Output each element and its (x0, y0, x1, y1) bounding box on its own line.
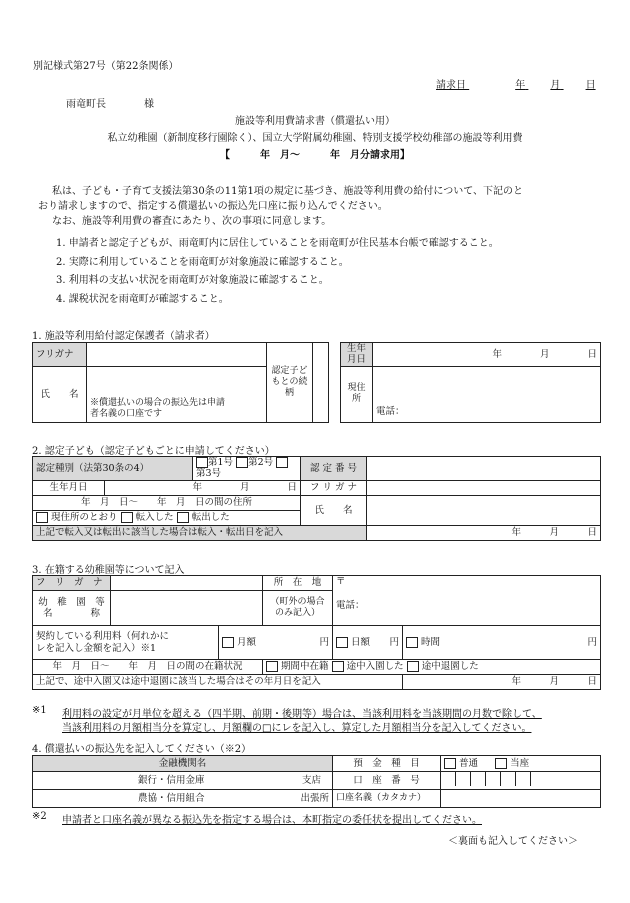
guardian-address-field[interactable] (373, 366, 601, 422)
checkbox-icon[interactable] (266, 661, 278, 672)
fee-hourly-field[interactable]: 時間 円 (403, 626, 601, 660)
checkbox-icon[interactable] (177, 512, 189, 523)
bank-table (32, 755, 601, 808)
section3-heading: 3. 在籍する幼稚園等について記入 (32, 565, 185, 576)
relation-field[interactable] (313, 343, 329, 423)
guardian-name-field[interactable]: ※償還払いの場合の振込先は申請 者名義の口座です (87, 366, 267, 422)
consent-item-2: 2. 実際に利用していることを雨竜町が対象施設に確認すること。 (56, 257, 349, 268)
account-holder-field[interactable] (441, 790, 601, 808)
postal-mark: 〒 (336, 576, 346, 587)
checkbox-icon[interactable] (406, 637, 418, 648)
address-status-options[interactable]: 現住所のとおり 転入した 転出した (33, 510, 301, 525)
cert-number-label: 認 定 番 号 (301, 457, 367, 481)
furigana-label: フリガナ (33, 343, 87, 367)
account-holder-label: 口座名義（カタカナ） (333, 790, 441, 808)
location-label: 所 在 地 (263, 576, 333, 591)
checkbox-icon[interactable] (121, 512, 133, 523)
page-subtitle: 私立幼稚園（新制度移行園除く）、国立大学附属幼稚園、特別支援学校幼稚部の施設等利用費 (107, 133, 523, 144)
facility-furigana-label: フ リ ガ ナ (33, 576, 111, 591)
fee-monthly-field[interactable]: 月額 円 (219, 626, 333, 660)
intro-line-2: おり請求しますので、指定する償還払いの振込先口座に振り込んでください。 (38, 201, 388, 212)
bank-name-field[interactable]: 銀行・信用金庫 支店 (33, 772, 333, 790)
form-number: 別記様式第27号（第22条関係） (33, 61, 179, 72)
bank-name-label: 金融機関名 (33, 756, 333, 772)
checkbox-icon[interactable] (196, 457, 208, 468)
checkbox-icon[interactable] (336, 637, 348, 648)
checkbox-icon[interactable] (36, 512, 48, 523)
move-date-field[interactable]: 年 月 日 (367, 525, 601, 540)
checkbox-icon[interactable] (236, 457, 248, 468)
note2-text: 申請者と口座名義が異なる振込先を指定する場合は、本町指定の委任状を提出してください。 (62, 815, 482, 826)
category-options[interactable]: 第1号 第2号 第3号 (193, 457, 301, 481)
facility-name-field[interactable] (111, 591, 263, 626)
phone-label: 電話： (376, 406, 405, 418)
deposit-type-label: 預 金 種 目 (333, 756, 441, 772)
consent-item-1: 1. 申請者と認定子どもが、雨竜町内に居住していることを雨竜町が住民基本台帳で確認すること。 (56, 238, 499, 249)
facility-phone-label: 電話： (336, 600, 365, 612)
facility-table (32, 575, 601, 690)
period-address-label: 年 月 日～ 年 月 日の間の住所 (33, 495, 301, 510)
claim-period: 【 年 月～ 年 月分請求用】 (220, 150, 410, 161)
status-date-label: 上記で、途中入園又は途中退園に該当した場合はその年月日を記入 (33, 675, 403, 690)
intro-line-1: 私は、子ども・子育て支援法第30条の11第1項の規定に基づき、施設等利用費の給付について、下記のと (52, 186, 524, 197)
child-birthdate-field[interactable]: 年 月 日 (105, 480, 301, 495)
fee-label: 契約している利用料（何れかに レを記入し金額を記入）※1 (33, 626, 219, 660)
guardian-birthdate-field[interactable]: 年 月 日 (373, 343, 601, 367)
enrollment-period-label: 年 月 日～ 年 月 日の間の在籍状況 (33, 660, 263, 675)
child-table (32, 456, 601, 541)
section2-heading: 2. 認定子ども（認定子どもごとに申請してください） (32, 446, 275, 457)
agri-bank-field[interactable]: 農協・信用組合 出張所 (33, 790, 333, 808)
consent-item-3: 3. 利用料の支払い状況を雨竜町が対象施設に確認すること。 (56, 275, 329, 286)
checkbox-icon[interactable] (495, 758, 507, 769)
relation-label: 認定子どもとの続柄 (267, 343, 313, 423)
guardian-furigana-field[interactable] (87, 343, 267, 367)
guardian-table (32, 342, 601, 423)
consent-item-4: 4. 課税状況を雨竜町が確認すること。 (56, 294, 229, 305)
section1-heading: 1. 施設等利用給付認定保護者（請求者） (32, 331, 215, 342)
note1-line-1: 利用料の設定が月単位を超える（四半期、前期・後期等）場合は、当該利用料を当該期間の月数で除して、 (62, 709, 542, 720)
child-name-field[interactable] (367, 495, 601, 525)
deposit-type-options[interactable]: 普通 当座 (441, 756, 601, 772)
checkbox-icon[interactable] (222, 637, 234, 648)
status-date-field[interactable]: 年 月 日 (403, 675, 601, 690)
page-title: 施設等利用費請求書（償還払い用） (235, 116, 395, 127)
note2-mark: ※2 (32, 811, 47, 822)
location-field[interactable] (333, 576, 601, 626)
note1-mark: ※1 (32, 705, 47, 716)
outside-note: （町外の場合 のみ記入） (263, 591, 333, 626)
child-furigana-field[interactable] (367, 480, 601, 495)
account-number-field[interactable] (441, 772, 601, 790)
enrollment-status-options[interactable]: 期間中在籍 途中入園した 途中退園した (263, 660, 601, 675)
addressee: 雨竜町長 様 (66, 99, 154, 110)
category-label: 認定種別（法第30条の4） (33, 457, 193, 481)
facility-name-label: 幼 稚 園 等 名 称 (33, 591, 111, 626)
fee-daily-field[interactable]: 日額 円 (333, 626, 403, 660)
request-date[interactable]: 請求日 年 月 日 (436, 80, 596, 91)
section4-heading: 4. 償還払いの振込先を記入してください（※2） (32, 744, 252, 755)
checkbox-icon[interactable] (407, 661, 419, 672)
name-label: 氏 名 (33, 366, 87, 422)
address-label: 現住所 (341, 366, 373, 422)
facility-furigana-field[interactable] (111, 576, 263, 591)
cert-number-field[interactable] (367, 457, 601, 481)
intro-consent: なお、施設等利用費の審査にあたり、次の事項に同意します。 (52, 216, 332, 227)
move-date-label: 上記で転入又は転出に該当した場合は転入・転出日を記入 (33, 525, 367, 540)
child-birthdate-label: 生年月日 (33, 480, 105, 495)
birthdate-label: 生年月日 (341, 343, 373, 367)
checkbox-icon[interactable] (276, 457, 288, 468)
back-page-note: ＜裏面も記入してください＞ (448, 836, 578, 847)
account-number-label: 口 座 番 号 (333, 772, 441, 790)
checkbox-icon[interactable] (444, 758, 456, 769)
checkbox-icon[interactable] (332, 661, 344, 672)
child-furigana-label: フ リ ガ ナ (301, 480, 367, 495)
child-name-label: 氏 名 (301, 495, 367, 525)
note1-line-2: 当該利用料の月額相当分を算定し、月額欄の□にレを記入し、算定した月額相当分を記入してください。 (62, 723, 532, 734)
